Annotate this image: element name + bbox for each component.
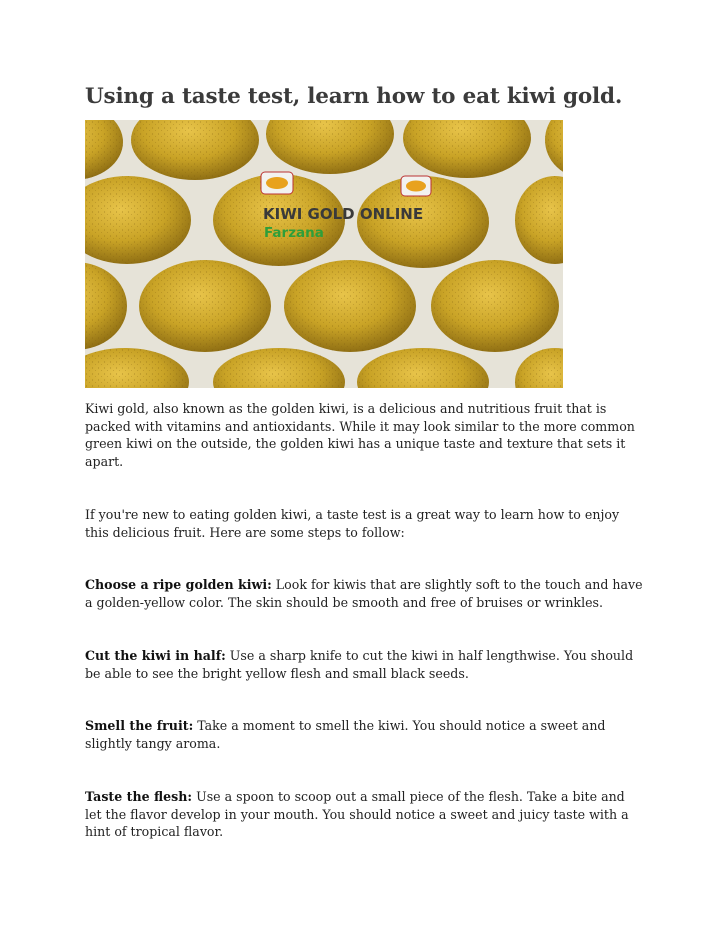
overlay-brand-text: KIWI GOLD ONLINE <box>263 205 424 223</box>
kiwi-skin-texture <box>284 260 416 352</box>
step-choose-heading: Choose a ripe golden kiwi: <box>85 577 272 592</box>
page-title: Using a taste test, learn how to eat kiwi gold. <box>85 84 623 109</box>
step-cut-paragraph <box>85 647 645 682</box>
steps-intro-text: If you're new to eating golden kiwi, a taste test is a great way to learn how to enjoy this delicious fruit. Here are some steps to follow: <box>85 507 620 540</box>
step-taste-heading: Taste the flesh: <box>85 789 193 804</box>
kiwi-skin-texture <box>431 260 559 352</box>
intro-paragraph <box>85 400 645 470</box>
step-taste-paragraph <box>85 788 645 841</box>
step-taste-text: Use a spoon to scoop out a small piece of the flesh. Take a bite and let the flavor develop in your mouth. You should notice a sweet and juicy taste with a hint of tropical flavor. <box>85 789 629 839</box>
step-smell-text: Take a moment to smell the kiwi. You should notice a sweet and slightly tangy aroma. <box>85 718 606 751</box>
intro-text: Kiwi gold, also known as the golden kiwi, is a delicious and nutritious fruit that is packed with vitamins and antioxidants. While it may look similar to the more common green kiwi on the outside, the golden kiwi has a unique taste and texture that sets it apart. <box>85 401 635 469</box>
step-smell-heading: Smell the fruit: <box>85 718 194 733</box>
kiwi-photo <box>85 120 563 388</box>
step-cut-heading: Cut the kiwi in half: <box>85 648 226 663</box>
step-smell-paragraph <box>85 717 645 752</box>
overlay-name-text: Farzana <box>264 225 324 241</box>
steps-intro-paragraph <box>85 506 645 541</box>
step-choose-paragraph <box>85 576 645 611</box>
step-choose-text: Look for kiwis that are slightly soft to the touch and have a golden-yellow color. The skin should be smooth and free of bruises or wrinkles. <box>85 577 643 610</box>
step-cut-text: Use a sharp knife to cut the kiwi in half lengthwise. You should be able to see the bright yellow flesh and small black seeds. <box>85 648 634 681</box>
kiwi-tray-image <box>85 120 563 388</box>
kiwi-skin-texture <box>139 260 271 352</box>
